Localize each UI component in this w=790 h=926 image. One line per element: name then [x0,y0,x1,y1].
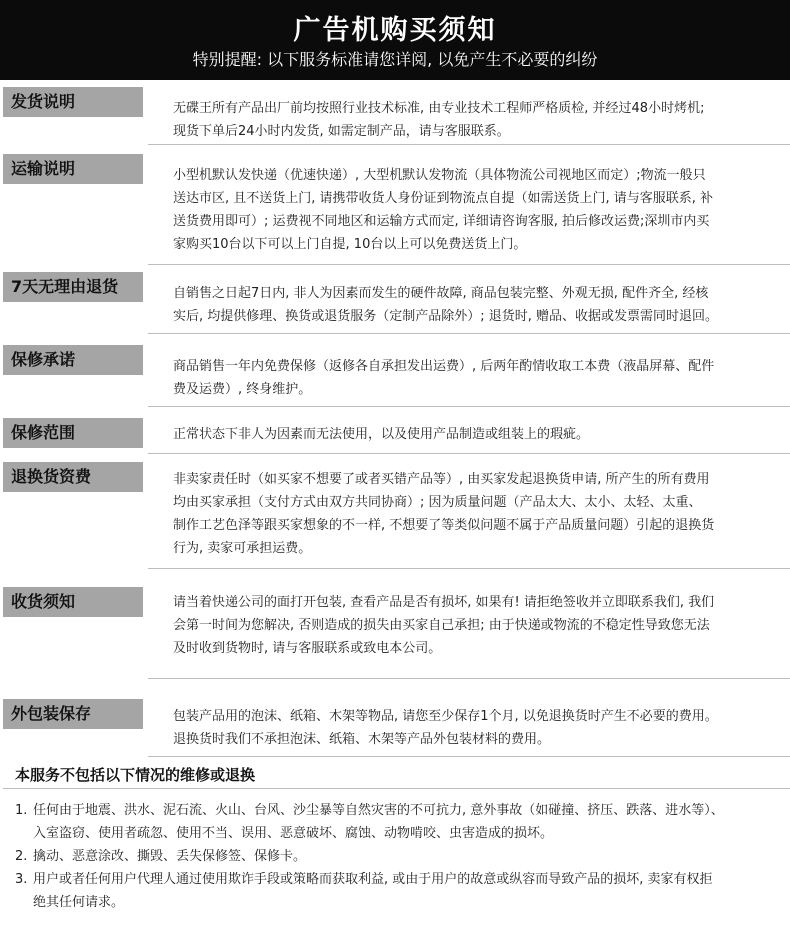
section-label: 外包装保存 [3,699,143,729]
section-body [148,272,790,334]
section-shipping [0,87,790,145]
section-line: 商品销售一年内免费保修（返修各自承担发出运费）, 后两年酌情收取工本费（液晶屏幕、配件 [173,359,715,374]
section-body [148,462,790,569]
page-title: 广告机购买须知 [293,15,497,46]
item-number: 1. [15,803,28,818]
section-return-fees [0,462,790,569]
divider [3,788,790,789]
section-label: 保修承诺 [3,345,143,375]
section-line: 无碟王所有产品出厂前均按照行业技术标准, 由专业技术工程师严格质检, 并经过48小时烤机; [173,101,705,116]
exclusions-list [15,799,780,914]
section-line: 现货下单后24小时内发货, 如需定制产品，请与客服联系。 [173,124,510,139]
section-body [148,154,790,265]
section-line: 均由买家承担（支付方式由双方共同协商）; 因为质量问题（产品太大、太小、太轻、太重、 [173,495,702,510]
section-label: 退换货资费 [3,462,143,492]
item-number: 3. [15,872,28,887]
section-label: 运输说明 [3,154,143,184]
section-line: 会第一时间为您解决, 否则造成的损失由买家自己承担; 由于快递或物流的不稳定性导致您无法 [173,618,710,633]
section-line: 请当着快递公司的面打开包装, 查看产品是否有损坏, 如果有! 请拒绝签收并立即联系我们, 我们 [173,595,715,610]
section-line: 制作工艺色泽等跟买家想象的不一样, 不想要了等类似问题不属于产品质量问题）引起的退换货 [173,518,715,533]
section-line: 退换货时我们不承担泡沫、纸箱、木架等产品外包装材料的费用。 [173,732,551,747]
section-line: 实后, 均提供修理、换货或退货服务（定制产品除外）; 退货时, 赠品、收据或发票需同时退回。 [173,309,719,324]
section-warranty-promise [0,345,790,407]
section-label: 7天无理由退货 [3,272,143,302]
item-line: 入室盗窃、使用者疏忽、使用不当、误用、恶意破坏、腐蚀、动物啃咬、虫害造成的损坏。 [33,826,554,841]
list-item [15,868,780,914]
list-item [15,799,780,845]
section-body [148,418,790,454]
section-body [148,587,790,679]
section-line: 行为, 卖家可承担运费。 [173,541,312,556]
item-text [33,868,780,914]
list-item [15,845,780,868]
item-line: 绝其任何请求。 [33,895,125,910]
section-line: 非卖家责任时（如买家不想要了或者买错产品等）, 由买家发起退换货申请, 所产生的所有费用 [173,472,710,487]
section-warranty-scope [0,418,790,454]
page-header [0,0,790,80]
item-number: 2. [15,849,28,864]
section-line: 及时收到货物时, 请与客服联系或致电本公司。 [173,641,442,656]
section-receiving [0,587,790,679]
item-text [33,845,780,868]
item-line: 任何由于地震、洪水、泥石流、火山、台风、沙尘暴等自然灾害的不可抗力, 意外事故（如碰撞、挤压、跌落、进水等）、 [33,803,724,818]
section-line: 家购买10台以下可以上门自提, 10台以上可以免费送货上门。 [173,237,527,252]
section-transport [0,154,790,265]
section-line: 正常状态下非人为因素而无法使用，以及使用产品制造或组装上的瑕疵。 [173,427,590,442]
section-7day-return [0,272,790,334]
section-label: 保修范围 [3,418,143,448]
item-line: 用户或者任何用户代理人通过使用欺诈手段或策略而获取利益, 或由于用户的故意或纵容而导致产品的损坏, 卖家有权拒 [33,872,713,887]
section-line: 包装产品用的泡沫、纸箱、木架等物品, 请您至少保存1个月, 以免退换货时产生不必要的费用。 [173,709,718,724]
item-line: 擒动、恶意涂改、撕毁、丢失保修签、保修卡。 [33,849,307,864]
section-line: 送货费用即可）; 运费视不同地区和运输方式而定, 详细请咨询客服, 拍后修改运费;深圳市内买 [173,214,710,229]
page-subtitle: 特别提醒: 以下服务标准请您详阅, 以免产生不必要的纠纷 [192,50,598,69]
section-label: 收货须知 [3,587,143,617]
section-line: 费及运费）, 终身维护。 [173,382,312,397]
section-body [148,699,790,757]
section-body [148,87,790,145]
section-line: 小型机默认发快递（优速快递）, 大型机默认发物流（具体物流公司视地区而定）;物流一般只 [173,168,706,183]
section-packaging [0,699,790,757]
exclusions-title: 本服务不包括以下情况的维修或退换 [15,766,256,784]
section-body [148,345,790,407]
item-text [33,799,780,845]
section-line: 送达市区, 且不送货上门, 请携带收货人身份证到物流点自提（如需送货上门, 请与客服联系, 补 [173,191,714,206]
section-line: 自销售之日起7日内, 非人为因素而发生的硬件故障, 商品包装完整、外观无损, 配件齐全, 经核 [173,286,709,301]
section-label: 发货说明 [3,87,143,117]
